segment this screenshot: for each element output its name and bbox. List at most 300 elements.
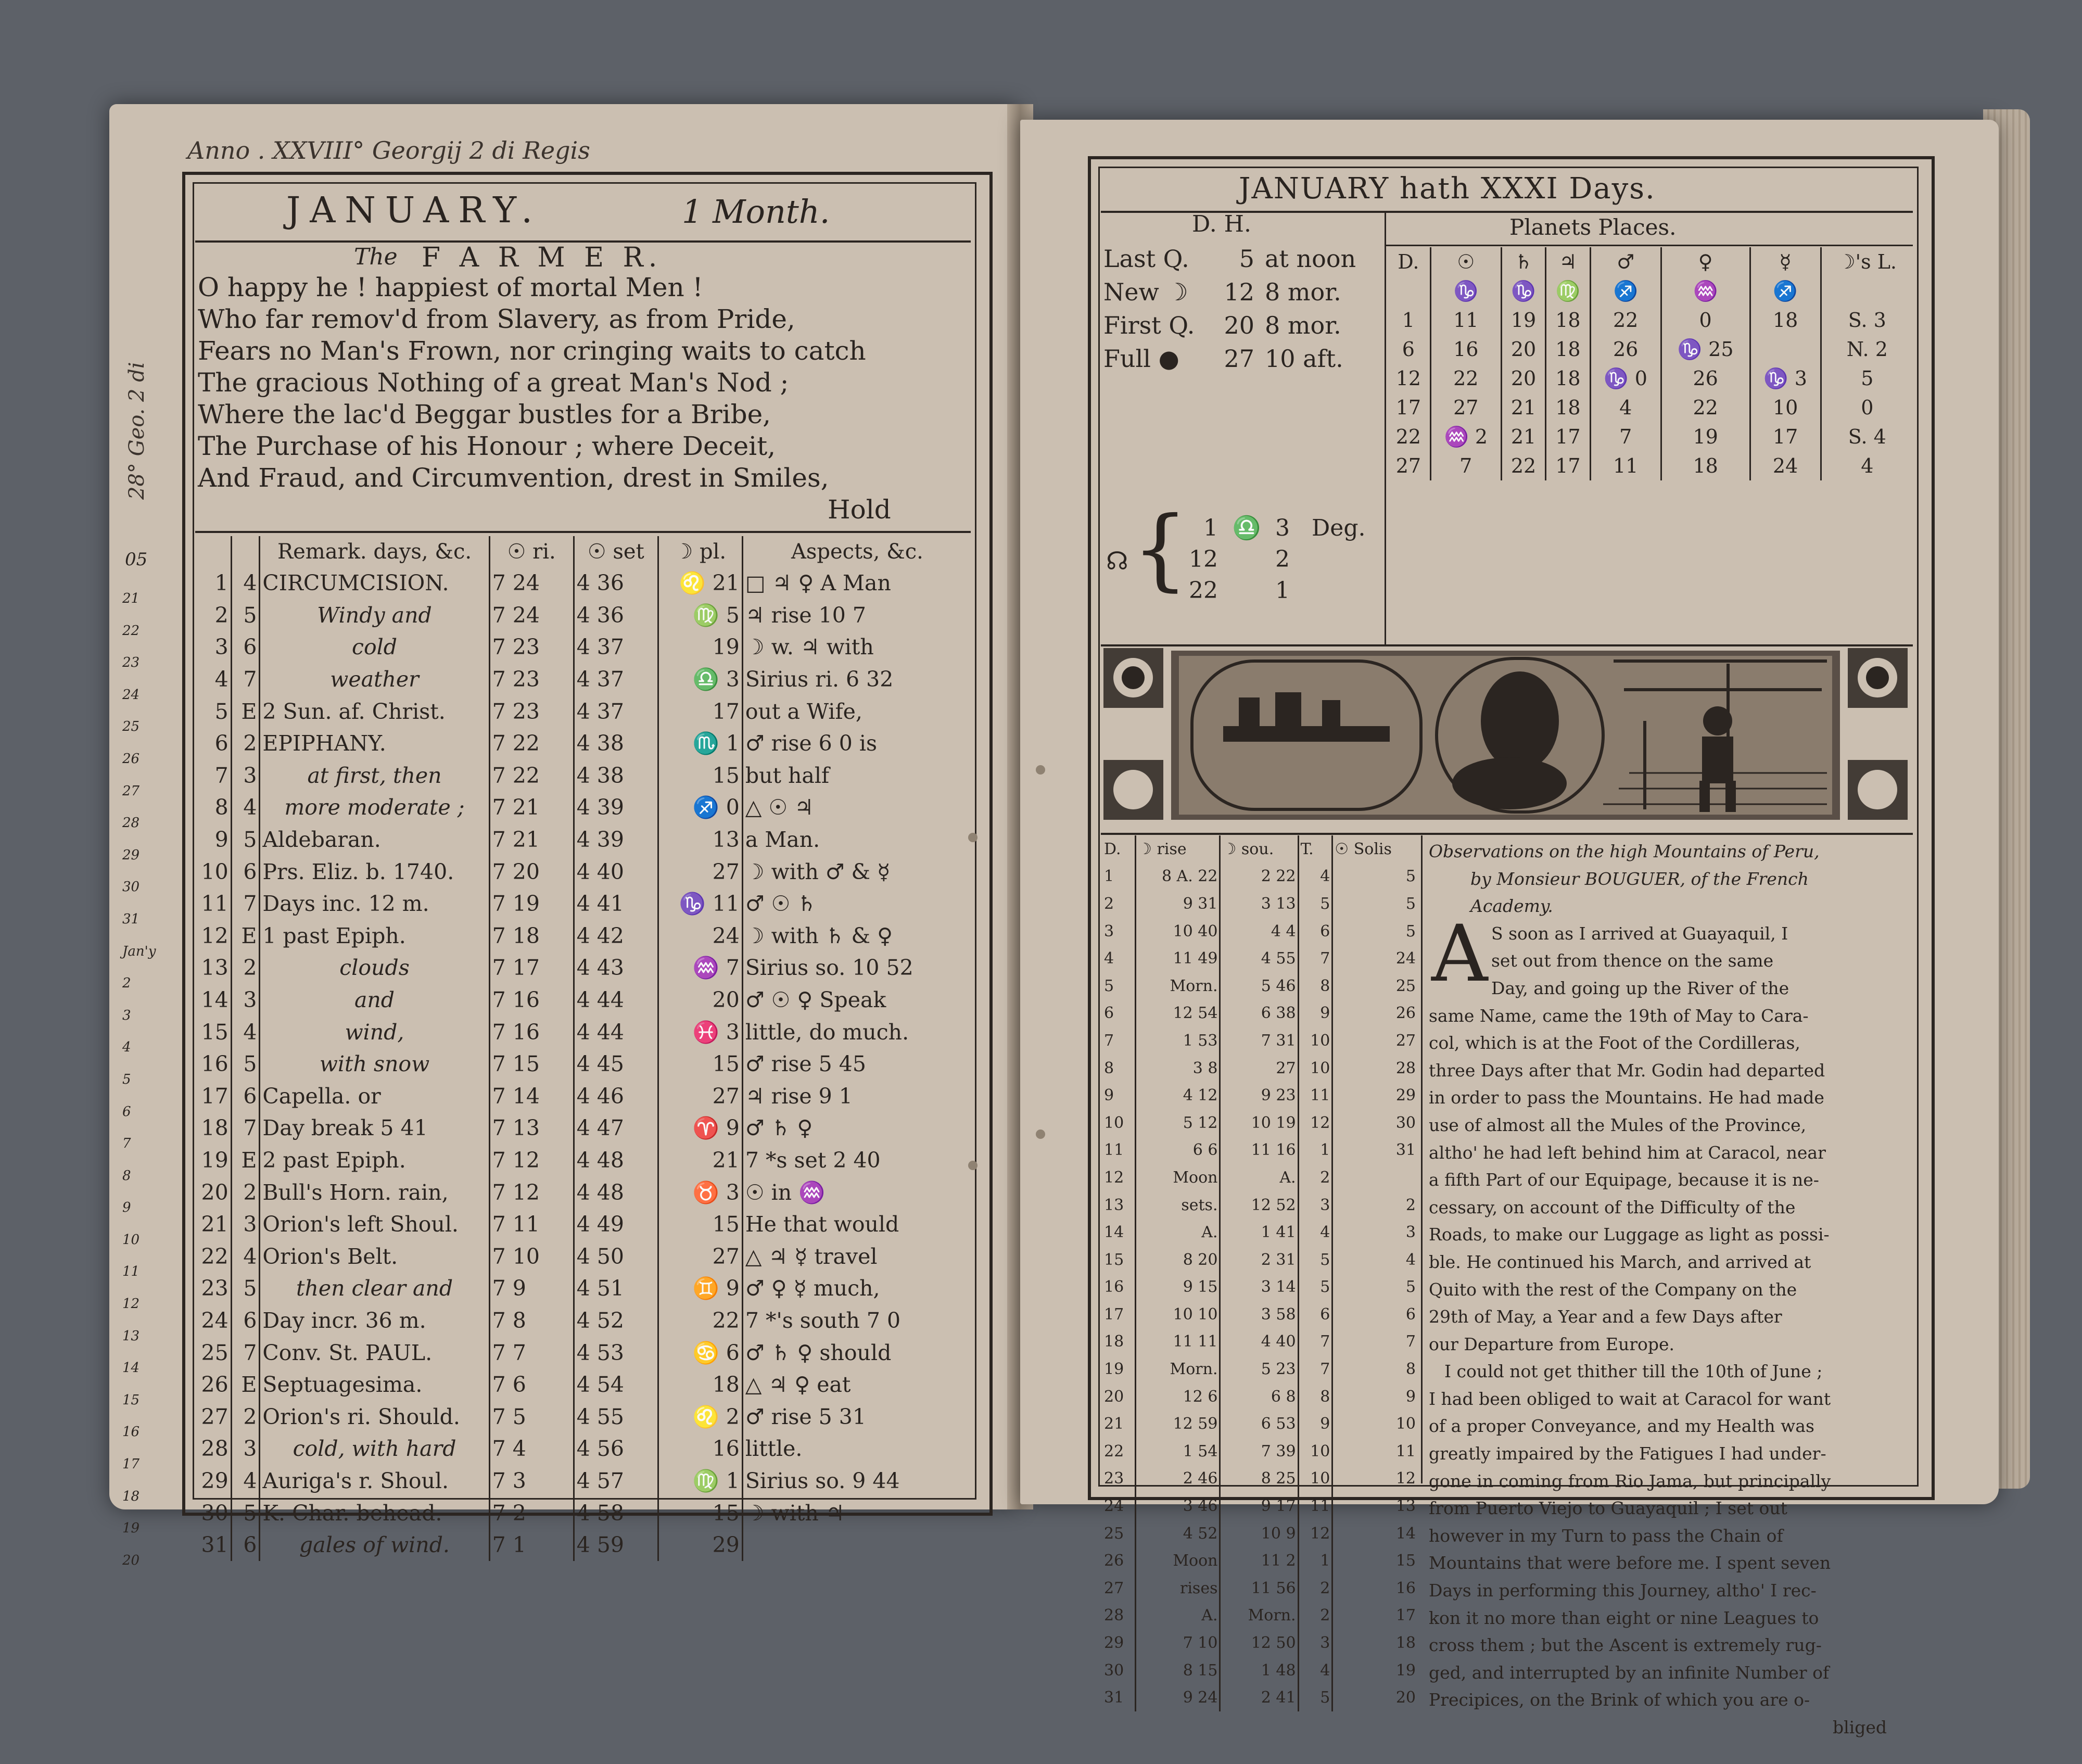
right-cal-cell: 7 10 xyxy=(1136,1629,1220,1657)
right-cal-cell: 25 xyxy=(1102,1520,1136,1547)
left-page xyxy=(109,104,1018,1568)
right-cal-cell: 26 xyxy=(1395,1004,1416,1023)
left-cal-cell: 6 xyxy=(231,1305,260,1337)
right-cal-cell: 9 xyxy=(1405,1387,1416,1406)
right-title: JANUARY hath XXXI Days. xyxy=(1239,172,1656,206)
left-cal-cell: weather xyxy=(260,664,489,696)
margin-day-number: Jan'y xyxy=(122,943,156,959)
right-cal-cell: 5 xyxy=(1298,890,1332,918)
left-cal-cell: 27 xyxy=(658,856,742,888)
right-cal-cell: 1 54 xyxy=(1136,1438,1220,1465)
left-cal-cell: 7 xyxy=(231,664,260,696)
right-cal-row xyxy=(1102,972,1417,1000)
right-cal-row xyxy=(1102,1191,1417,1219)
margin-day-number: 3 xyxy=(122,1007,131,1023)
woodcut-svg xyxy=(1103,648,1908,830)
planet-cell: 10 xyxy=(1750,393,1821,422)
right-cal-cell: 6 8 xyxy=(1220,1383,1298,1411)
left-cal-cell: 18 xyxy=(197,1112,231,1145)
right-cal-cell: 9 23 xyxy=(1220,1082,1298,1109)
planet-cell: ♍ xyxy=(1546,276,1590,306)
left-cal-cell: 4 38 xyxy=(574,728,658,760)
left-cal-cell: 7 3 xyxy=(489,1465,574,1498)
right-cal-cell: 14 xyxy=(1102,1219,1136,1246)
right-cal-cell: 12 54 xyxy=(1136,1000,1220,1027)
right-cal-cell: 10 xyxy=(1298,1438,1332,1465)
right-cal-cell: 5 12 xyxy=(1136,1109,1220,1137)
left-cal-cell: ♂ ☉ ♀ Speak xyxy=(745,987,886,1013)
left-cal-cell: He that would xyxy=(745,1212,899,1237)
planet-cell: S. 4 xyxy=(1848,425,1886,448)
planet-cell: 26 xyxy=(1590,335,1661,364)
poem-rule xyxy=(195,531,971,533)
left-cal-cell: Bull's Horn. rain, xyxy=(260,1176,489,1209)
left-cal-cell: 26 xyxy=(197,1369,231,1401)
dh-header: D. H. xyxy=(1192,211,1252,237)
right-cal-cell: 18 xyxy=(1102,1328,1136,1356)
obs-lines xyxy=(1429,920,1908,1714)
right-cal-row xyxy=(1102,1629,1417,1657)
obs-line: kon it no more than eight or nine Leagues to xyxy=(1429,1607,1819,1628)
right-cal-row xyxy=(1102,918,1417,945)
left-cal-cell: 7 23 xyxy=(489,664,574,696)
right-cal-cell: 9 24 xyxy=(1136,1684,1220,1711)
left-cal-cell: ♌ 21 xyxy=(658,567,742,600)
right-cal-cell: 7 xyxy=(1298,945,1332,972)
node-sign: ♎ xyxy=(1232,515,1261,541)
right-cal-cell: 10 xyxy=(1395,1415,1416,1433)
left-cal-cell: 7 *s set 2 40 xyxy=(745,1147,881,1173)
left-cal-row xyxy=(197,664,971,696)
left-cal-cell: 4 44 xyxy=(574,984,658,1017)
right-cal-cell: 3 13 xyxy=(1220,890,1298,918)
left-cal-cell: 4 36 xyxy=(574,600,658,632)
right-cal-cell: 5 23 xyxy=(1220,1355,1298,1383)
left-cal-cell: △ ☉ ♃ xyxy=(745,795,814,820)
right-cal-cell: 16 xyxy=(1102,1274,1136,1301)
left-cal-cell: 7 xyxy=(231,1337,260,1369)
left-cal-cell: 4 42 xyxy=(574,920,658,953)
left-cal-cell: with snow xyxy=(260,1048,489,1081)
margin-day-number: 8 xyxy=(122,1167,131,1184)
left-cal-cell: E xyxy=(231,920,260,953)
right-cal-cell: 6 38 xyxy=(1220,1000,1298,1027)
planet-cell: 18 xyxy=(1546,306,1590,335)
obs-line: cessary, on account of the Difficulty of the xyxy=(1429,1197,1796,1217)
planet-cell: 4 xyxy=(1861,454,1874,477)
left-cal-cell: ♃ rise 10 7 xyxy=(745,602,866,628)
planet-cell: S. 3 xyxy=(1848,309,1886,332)
left-cal-cell: Days inc. 12 m. xyxy=(260,888,489,920)
obs-line: 29th of May, a Year and a few Days after xyxy=(1429,1306,1782,1327)
planet-cell: 27 xyxy=(1430,393,1501,422)
left-cal-header: ☉ ri. xyxy=(489,536,574,567)
left-cal-row xyxy=(197,1240,971,1273)
planet-cell: 18 xyxy=(1661,451,1750,480)
right-cal-cell: 2 xyxy=(1298,1602,1332,1630)
sewing-hole xyxy=(1036,765,1045,775)
left-cal-cell: 4 48 xyxy=(574,1145,658,1177)
right-cal-cell: 5 xyxy=(1298,1684,1332,1711)
left-cal-cell: CIRCUMCISION. xyxy=(260,567,489,600)
left-cal-cell: 4 xyxy=(231,1016,260,1048)
planet-cell: 22 xyxy=(1661,393,1750,422)
left-cal-cell: 7 2 xyxy=(489,1497,574,1529)
left-cal-cell: △ ♃ ☿ travel xyxy=(745,1243,878,1269)
sewing-hole xyxy=(968,833,977,842)
margin-day-number: 13 xyxy=(122,1328,140,1344)
planet-cell: 0 xyxy=(1861,396,1874,419)
right-cal-cell: 7 xyxy=(1102,1027,1136,1055)
right-cal-cell: 4 55 xyxy=(1220,945,1298,972)
left-cal-cell: 6 xyxy=(231,1081,260,1113)
right-cal-header: ☽ sou. xyxy=(1220,835,1298,863)
left-cal-cell: ♂ rise 5 45 xyxy=(745,1051,866,1077)
right-cal-cell: Morn. xyxy=(1136,1355,1220,1383)
left-cal-row xyxy=(197,1145,971,1177)
left-cal-cell: E xyxy=(231,695,260,728)
margin-day-numbers xyxy=(122,583,180,1577)
right-cal-cell: 31 xyxy=(1395,1141,1416,1160)
margin-day-number: 5 xyxy=(122,1071,131,1087)
right-cal-cell: 2 41 xyxy=(1220,1684,1298,1711)
left-cal-cell: ♏ 1 xyxy=(658,728,742,760)
woodcut-bottom-rule xyxy=(1101,833,1913,835)
left-cal-cell: 5 xyxy=(197,695,231,728)
right-cal-cell: 3 46 xyxy=(1136,1492,1220,1520)
left-cal-cell: 19 xyxy=(197,1145,231,1177)
left-cal-cell: 4 43 xyxy=(574,952,658,984)
left-cal-row xyxy=(197,1305,971,1337)
poem-heading-the: The xyxy=(354,244,398,270)
margin-day-number: 31 xyxy=(122,911,140,927)
left-cal-cell: and xyxy=(260,984,489,1017)
right-calendar-table xyxy=(1102,835,1417,1711)
right-cal-cell: A. xyxy=(1136,1219,1220,1246)
left-cal-cell: 29 xyxy=(197,1465,231,1498)
left-cal-cell: 4 57 xyxy=(574,1465,658,1498)
right-cal-cell: 12 xyxy=(1395,1469,1416,1488)
left-cal-cell: Day incr. 36 m. xyxy=(260,1305,489,1337)
planet-row xyxy=(1387,422,1913,451)
right-cal-row xyxy=(1102,1410,1417,1438)
left-cal-cell: Septuagesima. xyxy=(260,1369,489,1401)
right-cal-cell: 5 xyxy=(1405,922,1416,941)
poem-line: And Fraud, and Circumvention, drest in Smiles, xyxy=(198,463,829,493)
right-cal-cell: Morn. xyxy=(1220,1602,1298,1630)
left-cal-cell: 15 xyxy=(658,760,742,792)
right-cal-cell: 20 xyxy=(1395,1689,1416,1707)
left-cal-cell: 6 xyxy=(197,728,231,760)
obs-line: set out from thence on the same xyxy=(1491,950,1774,971)
left-cal-cell: 7 19 xyxy=(489,888,574,920)
right-cal-cell: 8 xyxy=(1298,1383,1332,1411)
left-cal-cell: EPIPHANY. xyxy=(260,728,489,760)
left-cal-row xyxy=(197,631,971,664)
left-cal-row xyxy=(197,1337,971,1369)
margin-day-number: 17 xyxy=(122,1456,140,1473)
left-cal-cell: ♑ 11 xyxy=(658,888,742,920)
woodcut-top-rule xyxy=(1101,644,1913,646)
left-cal-cell: 7 22 xyxy=(489,728,574,760)
left-cal-cell: ♂ ♄ ♀ should xyxy=(745,1340,892,1365)
left-cal-cell: 15 xyxy=(658,1048,742,1081)
left-cal-cell: ♂ ♀ ☿ much, xyxy=(745,1276,880,1301)
planet-cell: 16 xyxy=(1430,335,1501,364)
left-cal-cell: 3 xyxy=(231,1433,260,1465)
poem-line: The gracious Nothing of a great Man's Nod ; xyxy=(198,367,789,398)
right-cal-row xyxy=(1102,1000,1417,1027)
left-cal-cell: 9 xyxy=(197,824,231,856)
left-cal-cell: 7 24 xyxy=(489,600,574,632)
obs-line: S soon as I arrived at Guayaquil, I xyxy=(1491,923,1788,944)
right-cal-cell: 4 xyxy=(1298,1219,1332,1246)
planet-cell: 17 xyxy=(1546,422,1590,451)
obs-line: greatly impaired by the Fatigues I had under- xyxy=(1429,1443,1826,1464)
left-cal-cell: 23 xyxy=(197,1273,231,1305)
left-cal-cell: 2 past Epiph. xyxy=(260,1145,489,1177)
right-cal-cell: 13 xyxy=(1395,1497,1416,1516)
left-cal-cell: gales of wind. xyxy=(260,1529,489,1562)
moon-phase-day: 20 xyxy=(1224,311,1254,339)
right-cal-cell: 8 A. 22 xyxy=(1136,863,1220,891)
left-cal-cell: 4 39 xyxy=(574,792,658,824)
left-cal-cell: little, do much. xyxy=(745,1019,909,1045)
left-cal-cell: 21 xyxy=(658,1145,742,1177)
right-cal-cell: 22 xyxy=(1102,1438,1136,1465)
left-cal-cell: cold, with hard xyxy=(260,1433,489,1465)
left-cal-cell: 31 xyxy=(197,1529,231,1562)
left-cal-cell: 5 xyxy=(231,824,260,856)
right-cal-row xyxy=(1102,1547,1417,1575)
right-cal-cell: 7 xyxy=(1298,1355,1332,1383)
left-cal-cell: 2 xyxy=(197,600,231,632)
right-cal-cell: 4 xyxy=(1298,1657,1332,1684)
left-cal-cell: 2 xyxy=(231,1401,260,1433)
planet-cell: 22 xyxy=(1501,451,1545,480)
planet-cell: 17 xyxy=(1387,393,1430,422)
right-cal-cell: 3 8 xyxy=(1136,1055,1220,1082)
planets-header-rule xyxy=(1385,245,1913,246)
right-cal-row xyxy=(1102,1109,1417,1137)
planet-header: ☽'s L. xyxy=(1837,250,1897,273)
right-cal-row xyxy=(1102,1082,1417,1109)
right-cal-cell: 27 xyxy=(1220,1055,1298,1082)
left-cal-cell: 4 58 xyxy=(574,1497,658,1529)
right-cal-cell: 4 40 xyxy=(1220,1328,1298,1356)
left-cal-header xyxy=(197,536,231,567)
right-cal-cell: 10 xyxy=(1298,1465,1332,1493)
obs-line: in order to pass the Mountains. He had made xyxy=(1429,1087,1824,1108)
left-cal-cell: ♊ 9 xyxy=(658,1273,742,1305)
left-cal-cell: Aldebaran. xyxy=(260,824,489,856)
right-cal-cell: 9 xyxy=(1102,1082,1136,1109)
left-cal-cell: ☽ w. ♃ with xyxy=(745,634,874,660)
planet-cell: 20 xyxy=(1501,335,1545,364)
planet-cell: 18 xyxy=(1750,306,1821,335)
right-cal-row xyxy=(1102,1164,1417,1191)
planet-cell: 19 xyxy=(1661,422,1750,451)
left-cal-row xyxy=(197,1529,971,1562)
left-cal-cell: 17 xyxy=(197,1081,231,1113)
left-cal-cell: 27 xyxy=(658,1081,742,1113)
left-cal-cell: clouds xyxy=(260,952,489,984)
right-cal-cell: 12 xyxy=(1102,1164,1136,1191)
right-cal-cell: 8 xyxy=(1405,1360,1416,1379)
left-cal-cell: ♈ 9 xyxy=(658,1112,742,1145)
right-cal-cell: 11 16 xyxy=(1220,1137,1298,1164)
planet-header: ☿ xyxy=(1750,247,1821,276)
right-cal-cell: 4 4 xyxy=(1220,918,1298,945)
moon-phase-time: 8 mor. xyxy=(1265,278,1341,306)
left-cal-cell: 4 51 xyxy=(574,1273,658,1305)
right-cal-header: ☉ Solis xyxy=(1335,840,1392,858)
margin-day-number: 2 xyxy=(122,975,131,992)
obs-line: ged, and interrupted by an infinite Number of xyxy=(1429,1662,1830,1683)
left-cal-cell: 15 xyxy=(197,1016,231,1048)
right-cal-cell: 2 46 xyxy=(1136,1465,1220,1493)
moon-phase-time: at noon xyxy=(1265,245,1356,273)
left-cal-cell: 6 xyxy=(231,631,260,664)
right-cal-cell: 1 48 xyxy=(1220,1657,1298,1684)
obs-line: Mountains that were before me. I spent seven xyxy=(1429,1553,1831,1573)
right-cal-cell: 9 31 xyxy=(1136,890,1220,918)
left-cal-cell: ♂ ♄ ♀ xyxy=(745,1115,813,1141)
left-cal-cell: △ ♃ ♀ eat xyxy=(745,1372,851,1398)
drop-cap: A xyxy=(1431,908,1488,999)
article-divider xyxy=(1421,835,1423,1483)
right-cal-cell: 3 xyxy=(1298,1629,1332,1657)
moon-phase-label: Full ● xyxy=(1103,345,1179,373)
moon-phase-label: First Q. xyxy=(1103,311,1195,339)
right-cal-cell: 12 xyxy=(1298,1109,1332,1137)
right-cal-cell xyxy=(1332,1164,1417,1191)
moon-phase-day: 12 xyxy=(1224,278,1254,306)
left-cal-cell: 7 21 xyxy=(489,792,574,824)
right-cal-row xyxy=(1102,1520,1417,1547)
right-cal-cell: 7 xyxy=(1298,1328,1332,1356)
right-cal-cell: 7 39 xyxy=(1220,1438,1298,1465)
right-cal-cell: sets. xyxy=(1136,1191,1220,1219)
right-cal-cell: A. xyxy=(1136,1602,1220,1630)
left-cal-cell: Auriga's r. Shoul. xyxy=(260,1465,489,1498)
left-cal-row xyxy=(197,1401,971,1433)
left-cal-cell: 5 xyxy=(231,1048,260,1081)
left-cal-row xyxy=(197,1369,971,1401)
poem-heading: F A R M E R. xyxy=(422,242,663,273)
left-cal-cell: 7 9 xyxy=(489,1273,574,1305)
obs-title-2: by Monsieur BOUGUER, of the French xyxy=(1470,868,1809,889)
right-cal-cell: 7 xyxy=(1405,1332,1416,1351)
poem-line: Who far remov'd from Slavery, as from Pride, xyxy=(198,304,795,334)
right-cal-cell: 9 xyxy=(1298,1000,1332,1027)
right-cal-cell: 27 xyxy=(1395,1031,1416,1050)
left-cal-cell: ☽ with ♃ xyxy=(745,1500,845,1526)
planet-cell: 19 xyxy=(1501,306,1545,335)
left-cal-cell: 15 xyxy=(658,1497,742,1529)
left-cal-cell: ♂ rise 6 0 is xyxy=(745,731,878,756)
left-cal-cell: Windy and xyxy=(260,600,489,632)
node-brace: { xyxy=(1132,498,1189,601)
planet-cell: 17 xyxy=(1750,422,1821,451)
phase-divider xyxy=(1385,212,1386,644)
right-cal-row xyxy=(1102,1355,1417,1383)
left-cal-cell: ☽ with ♄ & ♀ xyxy=(745,923,893,948)
left-cal-cell: 11 xyxy=(197,888,231,920)
right-cal-cell: 11 xyxy=(1298,1492,1332,1520)
planet-cell: 7 xyxy=(1430,451,1501,480)
left-cal-cell: 4 54 xyxy=(574,1369,658,1401)
moon-phase-label: New ☽ xyxy=(1103,278,1188,306)
right-cal-row xyxy=(1102,863,1417,891)
planet-cell: 22 xyxy=(1387,422,1430,451)
left-cal-cell: 27 xyxy=(197,1401,231,1433)
right-cal-cell: 8 xyxy=(1298,972,1332,1000)
right-cal-cell: 12 50 xyxy=(1220,1629,1298,1657)
planet-cell: ♐ xyxy=(1750,276,1821,306)
left-cal-cell: 7 1 xyxy=(489,1529,574,1562)
planet-cell: 22 xyxy=(1430,364,1501,393)
left-cal-row xyxy=(197,792,971,824)
node-unit: Deg. xyxy=(1312,515,1366,541)
left-cal-cell: 1 xyxy=(197,567,231,600)
right-cal-cell: 4 52 xyxy=(1136,1520,1220,1547)
margin-day-number: 7 xyxy=(122,1136,131,1152)
right-cal-row xyxy=(1102,1027,1417,1055)
left-cal-cell: 7 *'s south 7 0 xyxy=(745,1308,901,1333)
node-symbol: ☊ xyxy=(1106,547,1128,576)
left-cal-row xyxy=(197,728,971,760)
left-cal-cell: 3 xyxy=(231,1209,260,1241)
right-cal-cell: 10 xyxy=(1102,1109,1136,1137)
right-cal-cell: 5 xyxy=(1405,867,1416,886)
sewing-hole xyxy=(1036,1130,1045,1139)
left-cal-cell: 18 xyxy=(658,1369,742,1401)
left-cal-cell: ♉ 3 xyxy=(658,1176,742,1209)
left-cal-header: Aspects, &c. xyxy=(791,540,923,564)
left-cal-cell: ♍ 5 xyxy=(658,600,742,632)
left-cal-cell: 19 xyxy=(658,631,742,664)
left-cal-cell: Prs. Eliz. b. 1740. xyxy=(260,856,489,888)
left-cal-cell: 10 xyxy=(197,856,231,888)
right-cal-cell: 6 xyxy=(1298,918,1332,945)
left-cal-cell: 7 17 xyxy=(489,952,574,984)
left-cal-row xyxy=(197,760,971,792)
margin-day-number: 14 xyxy=(122,1360,140,1376)
left-cal-cell: 21 xyxy=(197,1209,231,1241)
woodcut-illustration xyxy=(1103,648,1908,830)
right-cal-cell: 12 xyxy=(1298,1520,1332,1547)
left-cal-cell: ♐ 0 xyxy=(658,792,742,824)
right-cal-header: T. xyxy=(1298,835,1332,863)
left-cal-cell: 4 39 xyxy=(574,824,658,856)
left-cal-cell: 6 xyxy=(231,1529,260,1562)
left-cal-cell: 7 23 xyxy=(489,631,574,664)
planet-cell xyxy=(1821,276,1913,306)
margin-day-number: 23 xyxy=(122,655,140,671)
left-cal-cell: 4 xyxy=(231,1240,260,1273)
left-cal-row xyxy=(197,1081,971,1113)
left-cal-cell: 24 xyxy=(197,1305,231,1337)
right-cal-row xyxy=(1102,1575,1417,1602)
margin-day-number: 18 xyxy=(122,1488,140,1504)
right-cal-cell: 8 15 xyxy=(1136,1657,1220,1684)
planet-cell: 6 xyxy=(1387,335,1430,364)
left-cal-cell: 7 22 xyxy=(489,760,574,792)
left-cal-row xyxy=(197,824,971,856)
moon-phase-label: Last Q. xyxy=(1103,245,1189,273)
moon-phase-row xyxy=(1103,309,1356,342)
